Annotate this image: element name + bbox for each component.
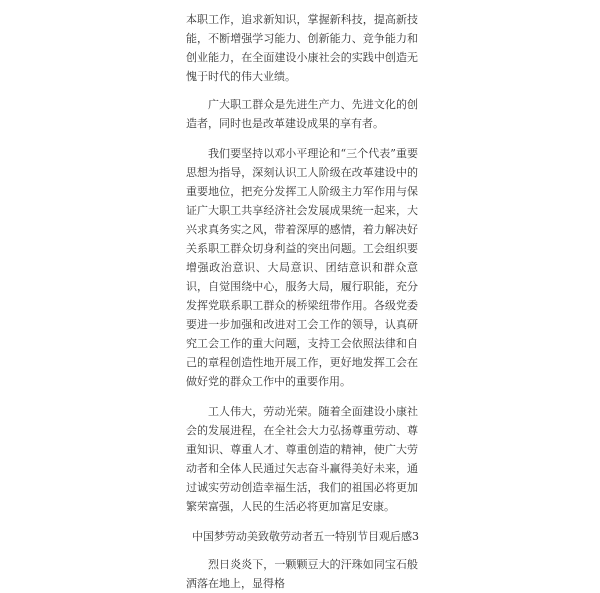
section-heading: 中国梦劳动美致敬劳动者五一特别节目观后感3 xyxy=(192,530,419,543)
paragraph-1: 本职工作，追求新知识，掌握新科技，提高新技能，不断增强学习能力、创新能力、竞争能力和创业能力，在全面建设小康社会的实践中创造无愧于时代的伟大业绩。 xyxy=(186,13,418,83)
document-body xyxy=(186,10,418,593)
paragraph-3: 我们要坚持以邓小平理论和“三个代表”重要思想为指导，深刻认识工人阶级在改革建设中的重要地位，把充分发挥工人阶级主力军作用与保证广大职工共享经济社会发展成果统一起来，大兴求真务实之风，带着深厚的感情，着力解决好关系职工群众切身利益的突出问题。工会组织要增强政治意识、大局意识、团结意识和群众意识，自觉围绕中心，服务大局，履行职能，充分发挥党联系职工群众的桥梁纽带作用。各级党委要进一步加强和改进对工会工作的领导，认真研究工会工作的重大问题，支持工会依照法律和自己的章程创造性地开展工作，更好地发挥工会在做好党的群众工作中的重要作用。 xyxy=(186,147,418,388)
paragraph-5: 烈日炎炎下，一颗颗豆大的汗珠如同宝石般洒落在地上，显得格 xyxy=(186,558,418,590)
paragraph-4: 工人伟大，劳动光荣。随着全面建设小康社会的发展进程，在全社会大力弘扬尊重劳动、尊重知识、尊重人才、尊重创造的精神，使广大劳动者和全体人民通过矢志奋斗赢得美好未来，通过诚实劳动创造幸福生活，我们的祖国必将更加繁荣富强，人民的生活必将更加富足安康。 xyxy=(186,405,418,513)
paragraph-2: 广大职工群众是先进生产力、先进文化的创造者，同时也是改革建设成果的享有者。 xyxy=(186,98,418,130)
